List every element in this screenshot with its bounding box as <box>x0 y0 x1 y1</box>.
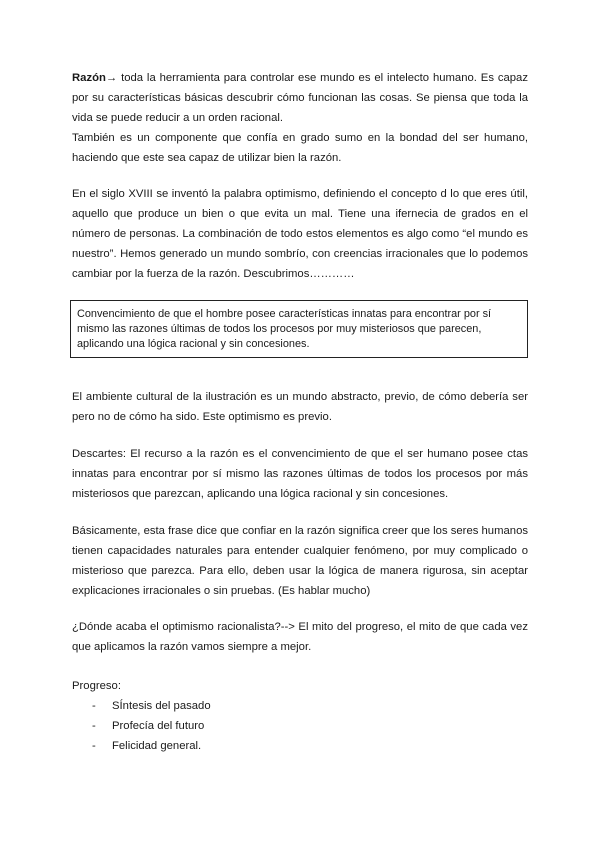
definition-box-text: Convencimiento de que el hombre posee características innatas para encontrar por sí mismo las razones últimas de todos los procesos por muy misteriosos que parecen, aplicando una lógica racional y sin concesiones. <box>77 308 492 350</box>
paragraph-basicamente <box>72 521 528 601</box>
definition-razon: → toda la herramienta para controlar ese mundo es el intelecto humano. Es capaz por su características básicas descubrir cómo funcionan las cosas. Se piensa que toda la vida se puede reducir a un orden racional. <box>72 72 528 124</box>
paragraph-descartes-text: Descartes: El recurso a la razón es el convencimiento de que el ser humano posee ctas innatas para encontrar por sí mismo las razones últimas de todos los procesos por más misteriosos que parezcan, aplicando una lógica racional y sin concesiones. <box>72 448 528 500</box>
paragraph-razon <box>72 68 528 128</box>
list-title: Progreso: <box>72 680 121 692</box>
progreso-list <box>72 696 528 756</box>
paragraph-progreso-mito-text: ¿Dónde acaba el optimismo racionalista?--> El mito del progreso, el mito de que cada vez que aplicamos la razón vamos siempre a mejor. <box>72 621 528 653</box>
paragraph-descartes <box>72 444 528 504</box>
paragraph-optimismo <box>72 184 528 284</box>
list-item: - Profecía del futuro <box>92 720 205 732</box>
definition-box <box>70 300 528 358</box>
list-item: - Felicidad general. <box>92 740 202 752</box>
list-item: - SÍntesis del pasado <box>92 700 211 712</box>
paragraph-ilustracion-text: El ambiente cultural de la ilustración es un mundo abstracto, previo, de cómo debería ser pero no de cómo ha sido. Este optimismo es previo. <box>72 391 528 423</box>
paragraph-ilustracion <box>72 387 528 427</box>
paragraph-bondad: También es un componente que confía en grado sumo en la bondad del ser humano, haciendo que este sea capaz de utilizar bien la razón. <box>72 132 528 164</box>
paragraph-basicamente-text: Básicamente, esta frase dice que confiar en la razón significa creer que los seres humanos tienen capacidades naturales para entender cualquier fenómeno, por muy complicado o misterioso que parezca. Para ello, deben usar la lógica de manera rigurosa, sin aceptar explicaciones irracionales o sin pruebas. (Es hablar mucho) <box>72 525 528 597</box>
progreso-list-section <box>72 676 528 756</box>
paragraph-progreso-mito <box>72 617 528 657</box>
intro-section <box>72 68 528 168</box>
paragraph-optimismo-text: En el siglo XVIII se inventó la palabra optimismo, definiendo el concepto d lo que eres útil, aquello que produce un bien o que evita un mal. Tiene una ifernecia de grados en el número de personas. La combinación de todo estos elementos es algo como “el mundo es nuestro”. Hemos generado un mundo sombrío, con creencias irracionales que lo podemos cambiar por la fuerza de la razón. Descubrimos………… <box>72 188 528 280</box>
term-razon: Razón <box>72 72 106 84</box>
